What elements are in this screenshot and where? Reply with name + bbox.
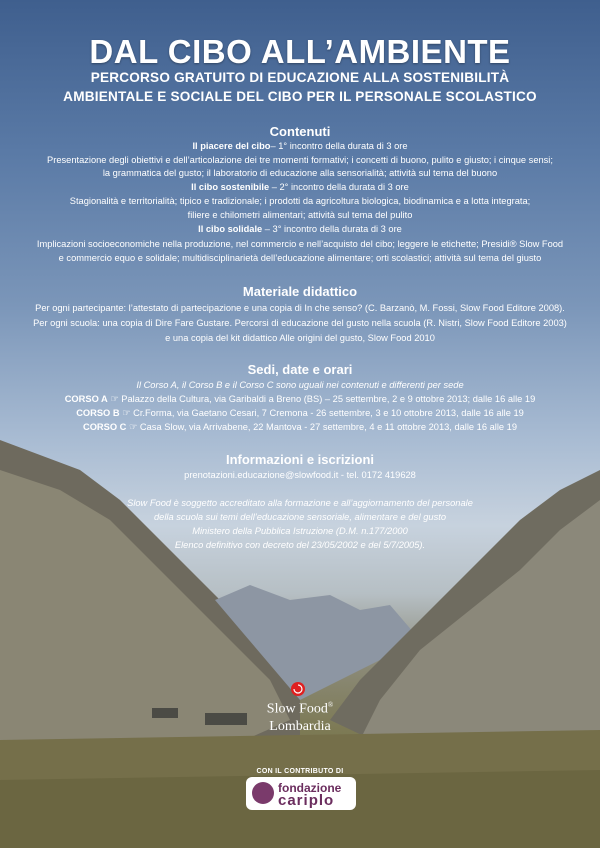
slow-food-logo-region: Lombardia	[269, 719, 331, 734]
snail-logo-icon	[289, 681, 307, 697]
contributo-label: CON IL CONTRIBUTO DI	[256, 768, 344, 775]
cariplo-logo-line-1: fondazione	[278, 781, 342, 795]
materiale-line-1: Per ogni partecipante: l’attestato di partecipazione e una copia di In che senso? (C. Barzanò, M. Fossi, Slow Food Editore 2008).	[35, 303, 565, 313]
contenuti-item-2-line-2: filiere e chilometri alimentari; attività sul tema del pulito	[187, 210, 413, 220]
pointing-hand-icon: ☞	[128, 422, 138, 432]
sedi-intro: Il Corso A, il Corso B e il Corso C sono uguali nei contenuti e differenti per sede	[136, 380, 464, 390]
info-note-2: della scuola sui temi dell’educazione sensoriale, alimentare e del gusto	[154, 512, 446, 522]
contenuti-item-3-line-2: e commercio equo e solidale; multidisciplinarietà dell’educazione alimentare; orti scolastici; attività sul tema del giusto	[58, 253, 542, 263]
info-heading: Informazioni e iscrizioni	[225, 452, 375, 467]
course-row-b	[0, 408, 600, 419]
contenuti-item-1-header	[0, 141, 600, 152]
course-c-text: Casa Slow, via Arrivabene, 22 Mantova - 27 settembre, 4 e 11 ottobre 2013, dalle 16 alle 19	[139, 422, 518, 432]
contenuti-item-3-title: Il cibo solidale	[198, 224, 263, 234]
pointing-hand-icon: ☞	[110, 394, 119, 404]
course-a-label: CORSO A	[64, 394, 108, 404]
contenuti-item-3-line-1: Implicazioni socioeconomiche nella produzione, nel commercio e nell’acquisto del cibo; leggere le etichette; Presidi® Slow Food	[36, 239, 564, 249]
contenuti-heading: Contenuti	[269, 124, 331, 139]
contenuti-item-1-title: Il piacere del cibo	[192, 141, 271, 151]
info-note-1: Slow Food è soggetto accreditato alla formazione e all’aggiornamento del personale	[127, 498, 473, 508]
course-row-c	[0, 422, 600, 433]
page-title: DAL CIBO ALL’AMBIENTE	[89, 33, 511, 70]
cariplo-emblem-icon	[252, 782, 274, 804]
course-b-label: CORSO B	[76, 408, 120, 418]
contenuti-item-3-meeting: – 3° incontro della durata di 3 ore	[262, 224, 402, 234]
contenuti-item-1-line-1: Presentazione degli obiettivi e dell’articolazione dei tre momenti formativi; i concetti di buono, pulito e giusto; i cinque sensi;	[47, 155, 553, 165]
info-contact: prenotazioni.educazione@slowfood.it - tel. 0172 419628	[184, 470, 416, 480]
materiale-heading: Materiale didattico	[242, 284, 358, 299]
subtitle-line-2: AMBIENTALE E SOCIALE DEL CIBO PER IL PERSONALE SCOLASTICO	[63, 89, 537, 104]
contenuti-item-2-header	[0, 182, 600, 193]
contenuti-item-1-line-2: la grammatica del gusto; il laboratorio di educazione alla sensorialità; attività sul tema del buono	[102, 168, 498, 178]
pointing-hand-icon: ☞	[122, 408, 131, 418]
contenuti-item-2-meeting: – 2° incontro della durata di 3 ore	[269, 182, 409, 192]
info-note-3: Ministero della Pubblica Istruzione (D.M. n.177/2000	[192, 526, 408, 536]
course-b-text: Cr.Forma, via Gaetano Cesari, 7 Cremona - 26 settembre, 3 e 10 ottobre 2013, dalle 16 alle 19	[133, 408, 524, 418]
contenuti-item-1-meeting: – 1° incontro della durata di 3 ore	[270, 141, 408, 151]
course-a-text: Palazzo della Cultura, via Garibaldi a Breno (BS) – 25 settembre, 2 e 9 ottobre 2013; dalle 16 alle 19	[121, 394, 536, 404]
sedi-heading: Sedi, date e orari	[247, 362, 353, 377]
contenuti-item-2-line-1: Stagionalità e territorialità; tipico e tradizionale; i prodotti da agricoltura biologica, biodinamica e a lotta integrata;	[69, 196, 531, 206]
fondazione-cariplo-logo	[246, 777, 356, 810]
subtitle-line-1: PERCORSO GRATUITO DI EDUCAZIONE ALLA SOSTENIBILITÀ	[90, 70, 510, 85]
course-c-label: CORSO C	[82, 422, 127, 432]
slow-food-logo-name: Slow Food®	[266, 701, 334, 717]
cariplo-logo-line-2: cariplo	[278, 792, 335, 809]
course-row-a	[0, 394, 600, 405]
materiale-line-3: e una copia del kit didattico Alle origini del gusto, Slow Food 2010	[165, 333, 435, 343]
contenuti-item-3-header	[0, 224, 600, 235]
info-note-4: Elenco definitivo con decreto del 23/05/2002 e del 5/7/2005).	[174, 540, 426, 550]
contenuti-item-2-title: Il cibo sostenibile	[191, 182, 270, 192]
materiale-line-2: Per ogni scuola: una copia di Dire Fare Gustare. Percorsi di educazione del gusto nella scuola (R. Nistri, Slow Food Editore 2003)	[33, 318, 567, 328]
